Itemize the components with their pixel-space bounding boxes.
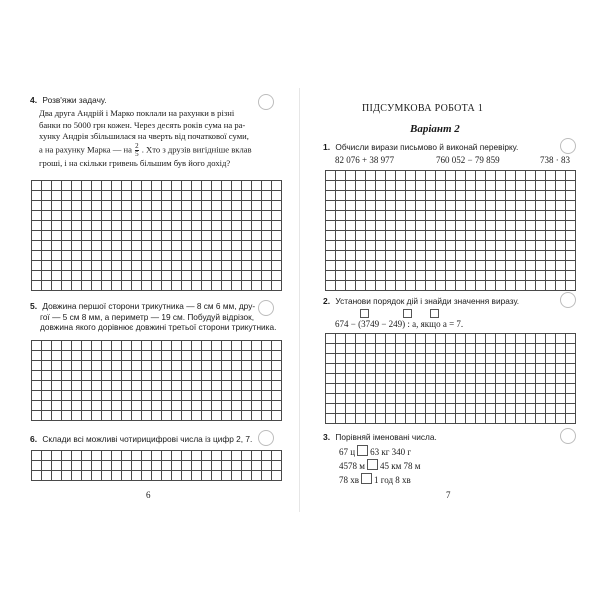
fraction-numerator: 2 [135,141,139,150]
comparison-box[interactable] [367,459,378,470]
comparison-right: 63 кг 340 г [370,447,412,457]
task5-line: гої — 5 см 8 мм, а периметр — 19 см. Побудуй відрізок, [40,311,255,322]
expression: 82 076 + 38 977 [335,155,395,165]
comparison-box[interactable] [357,445,368,456]
task2-number: 2. [323,296,331,306]
comparison-right: 1 год 8 хв [374,475,411,485]
order-box[interactable] [430,309,439,318]
comparison-list [339,445,420,487]
score-circle[interactable] [560,292,576,308]
task2-expression: 674 − (3749 − 249) : a, якщо a = 7. [335,319,464,329]
page-number-left: 6 [146,490,151,500]
task5-line: довжина якого дорівнює довжині третьої сторони трикутника. [40,322,277,333]
score-circle[interactable] [560,428,576,444]
variant-title: Варіант 2 [410,123,460,135]
task1-text: Обчисли вирази письмово й виконай перевірку. [335,142,519,152]
page-fold [299,88,300,512]
task4-body [39,108,284,169]
task1 [323,142,518,153]
task5 [30,301,295,333]
task2 [323,296,519,307]
task5-number: 5. [30,301,38,311]
answer-grid-task1[interactable] [325,170,576,291]
task4-title: Розв'яжи задачу. [42,95,107,105]
comparison-row [339,445,420,459]
task3-text: Порівняй іменовані числа. [335,432,437,442]
page-number-right: 7 [446,490,451,500]
task3 [323,432,437,443]
comparison-left: 67 ц [339,447,356,457]
task6-number: 6. [30,434,38,444]
order-box[interactable] [360,309,369,318]
task4-line-with-fraction [39,143,284,158]
expression: 738 · 83 [540,155,570,165]
task6 [30,434,252,445]
task6-text: Склади всі можливі чотирицифрові числа із цифр 2, 7. [42,434,253,444]
answer-grid-task4[interactable] [31,180,282,291]
comparison-left: 4578 м [339,461,365,471]
comparison-left: 78 хв [339,475,359,485]
score-circle[interactable] [258,430,274,446]
task4-line: хунку Андрія збільшилася на чверть від початкової суми, [39,131,249,142]
fraction [135,143,139,158]
task1-number: 1. [323,142,331,152]
answer-grid-task5[interactable] [31,340,282,421]
task4 [30,95,107,106]
task4-number: 4. [30,95,38,105]
answer-grid-task6[interactable] [31,450,282,481]
expression: 760 052 − 79 859 [436,155,500,165]
page-title: ПІДСУМКОВА РОБОТА 1 [362,103,484,114]
task4-line: гроші, і на скільки гривень більшим був його дохід? [39,157,231,168]
task3-number: 3. [323,432,331,442]
task4-line: Два друга Андрій і Марко поклали на рахунки в різні [39,108,235,118]
score-circle[interactable] [258,300,274,316]
order-box[interactable] [403,309,412,318]
fraction-denominator: 5 [135,149,139,158]
task4-line: банки по 5000 грн кожен. Через десять років сума на ра- [39,119,246,130]
task2-text: Установи порядок дій і знайди значення виразу. [335,296,520,306]
comparison-row [339,459,420,473]
task4-line: . Хто з друзів вигідніше вклав [141,144,252,155]
score-circle[interactable] [560,138,576,154]
task4-line: а на рахунку Марка — на [39,144,132,155]
comparison-row [339,473,420,487]
comparison-right: 45 км 78 м [379,461,421,471]
comparison-box[interactable] [361,473,372,484]
task5-line: Довжина першої сторони трикутника — 8 см 6 мм, дру- [42,301,256,311]
answer-grid-task2[interactable] [325,333,576,424]
